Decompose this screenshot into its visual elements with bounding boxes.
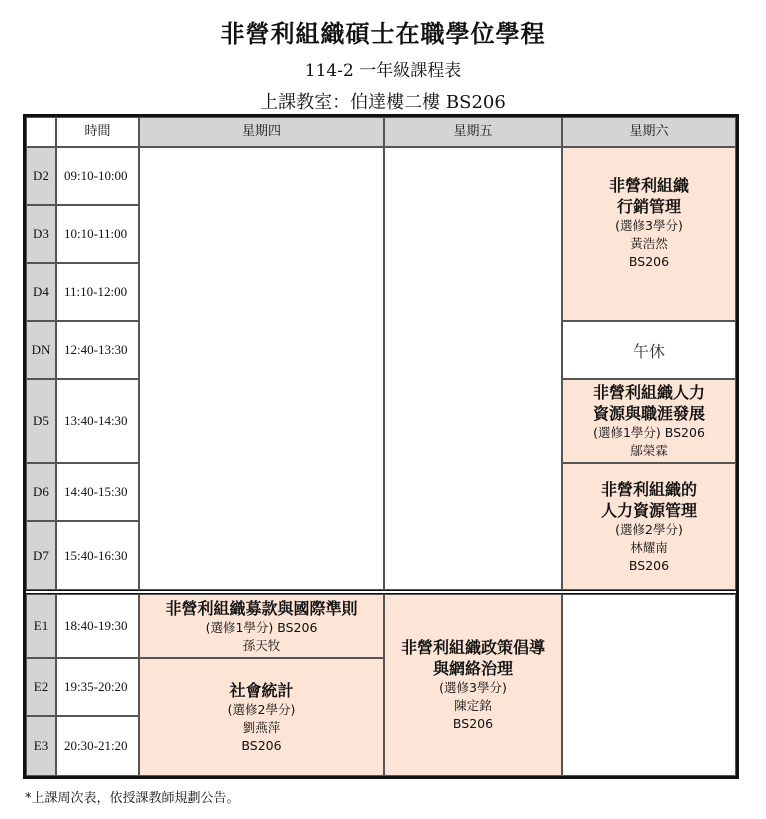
period-code: E3 (26, 716, 56, 776)
course-fundraising (139, 594, 384, 658)
friday-day-empty (384, 147, 562, 590)
header-saturday: 星期六 (562, 117, 736, 147)
course-hr-career (562, 379, 736, 463)
saturday-evening-empty (562, 594, 736, 776)
course-room: BS206 (628, 557, 670, 573)
course-name: 非營利組織政策倡導 (400, 638, 545, 657)
course-hr-management (562, 463, 736, 590)
course-teacher: 孫天牧 (242, 637, 281, 653)
course-policy-advocacy (384, 594, 562, 776)
course-teacher: 陳定銘 (454, 698, 492, 713)
period-code: E2 (26, 658, 56, 716)
period-time: 15:40-16:30 (56, 521, 139, 590)
header-time: 時間 (56, 117, 139, 147)
course-name: 資源與職涯發展 (592, 404, 705, 423)
course-credit: (選修2學分) (227, 701, 296, 717)
course-name: 人力資源管理 (600, 500, 697, 520)
course-name: 非營利組織人力 (592, 383, 705, 402)
period-code: D7 (26, 521, 56, 590)
course-name: 行銷管理 (616, 197, 681, 216)
thursday-day-empty (139, 147, 384, 590)
semester-subtitle: 114-2 一年級課程表 (304, 61, 462, 81)
course-room: BS206 (628, 254, 670, 269)
course-name: 社會統計 (229, 680, 294, 700)
period-time: 18:40-19:30 (56, 594, 139, 658)
course-credit: (選修3學分) (439, 680, 507, 695)
course-teacher: 劉燕萍 (242, 719, 281, 735)
period-time: 09:10-10:00 (56, 147, 139, 205)
period-code: D3 (26, 205, 56, 263)
period-time: 20:30-21:20 (56, 716, 139, 776)
course-social-statistics (139, 658, 384, 776)
page-title: 非營利組織碩士在職學位學程 (220, 20, 546, 48)
header-friday: 星期五 (384, 117, 562, 147)
corner-header (26, 117, 56, 147)
course-name: 非營利組織募款與國際準則 (165, 598, 358, 618)
course-name: 非營利組織 (608, 176, 689, 195)
period-time: 13:40-14:30 (56, 379, 139, 463)
course-teacher: 林耀南 (630, 539, 668, 555)
period-code: D4 (26, 263, 56, 321)
course-credit: (選修3學分) (615, 218, 683, 233)
lunch-break: 午休 (562, 321, 736, 379)
schedule-table (23, 114, 739, 779)
period-code: E1 (26, 594, 56, 658)
course-teacher: 黃浩然 (630, 236, 668, 251)
course-room: BS206 (452, 716, 494, 731)
period-time: 19:35-20:20 (56, 658, 139, 716)
header-thursday: 星期四 (139, 117, 384, 147)
period-code: D5 (26, 379, 56, 463)
period-time: 12:40-13:30 (56, 321, 139, 379)
course-teacher: 鄔榮霖 (630, 443, 668, 458)
course-room: BS206 (241, 737, 282, 753)
course-credit: (選修2學分) (615, 521, 683, 537)
classroom-info: 上課教室：伯達樓二樓 BS206 (260, 92, 506, 113)
period-time: 10:10-11:00 (56, 205, 139, 263)
period-code: D6 (26, 463, 56, 521)
footnote: *上課周次表，依授課教師規劃公告。 (25, 791, 240, 806)
period-code: D2 (26, 147, 56, 205)
course-credit: (選修1學分) BS206 (593, 425, 705, 440)
course-marketing-management (562, 147, 736, 321)
course-credit: (選修1學分) BS206 (205, 619, 318, 635)
course-name: 與網絡治理 (432, 659, 513, 678)
period-code: DN (26, 321, 56, 379)
period-time: 11:10-12:00 (56, 263, 139, 321)
period-time: 14:40-15:30 (56, 463, 139, 521)
course-name: 非營利組織的 (600, 479, 697, 499)
